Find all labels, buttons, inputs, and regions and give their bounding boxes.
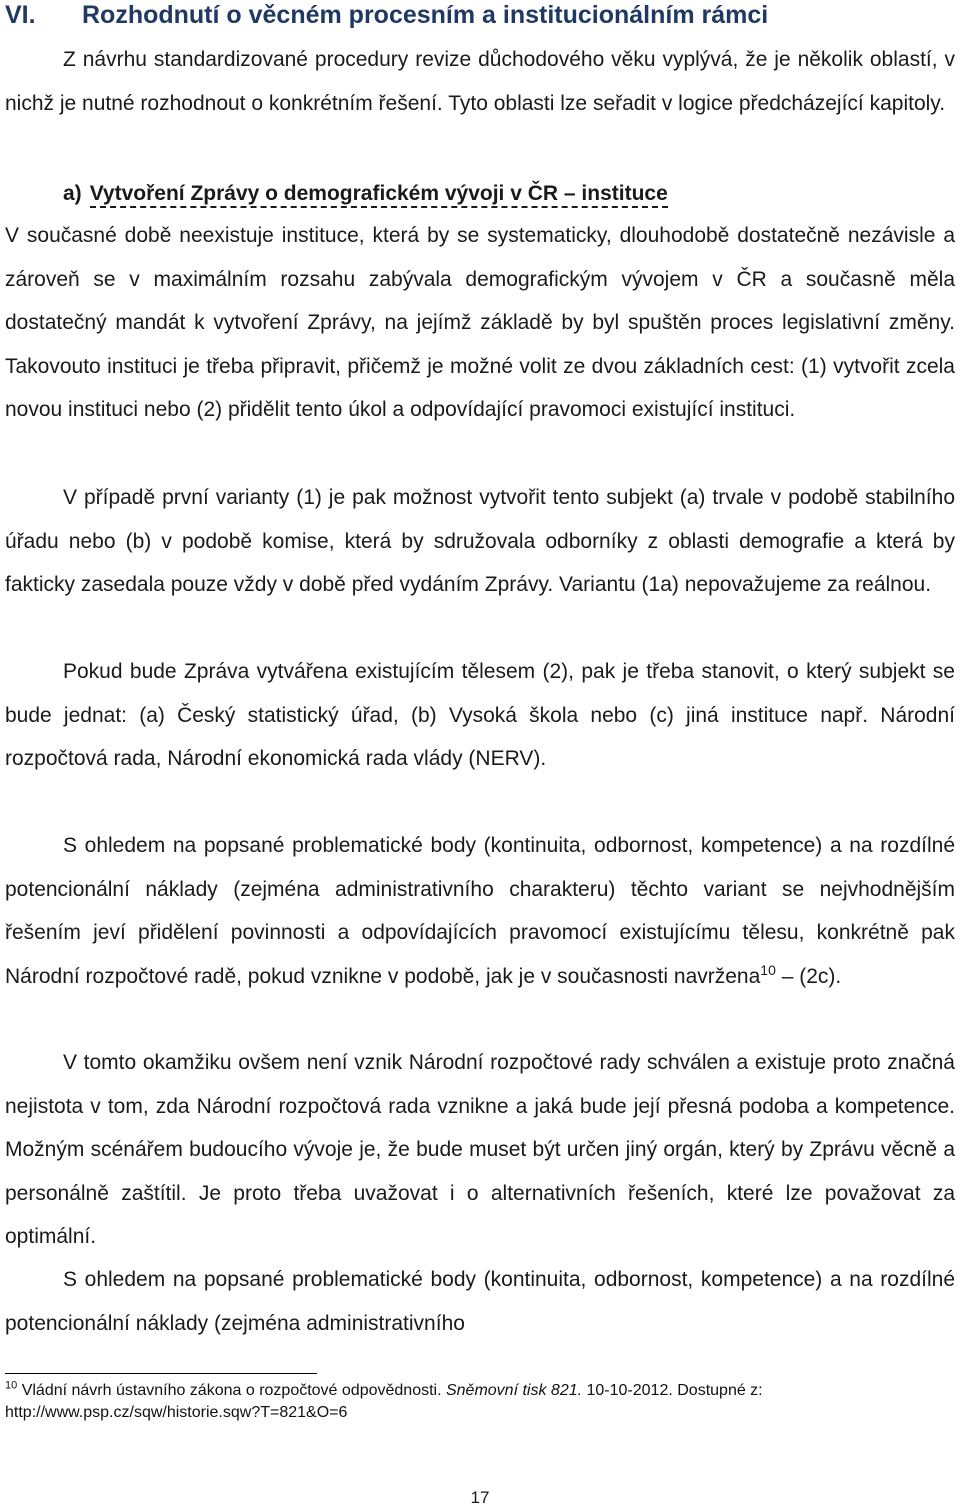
subsection-heading [63, 174, 668, 214]
paragraph-recommendation-end: – (2c). [775, 964, 842, 988]
chapter-title: Rozhodnutí o věcném procesním a institucionálním rámci [82, 1, 769, 29]
paragraph-variant-2: Pokud bude Zpráva vytvářena existujícím tělesem (2), pak je třeba stanovit, o který subjekt se bude jednat: (a) Český statistický úřad, (b) Vysoká škola nebo (c) jiná instituce např. Národní rozpočtová rada, Národní ekonomická rada vlády (NERV). [5, 660, 955, 771]
footnote-link-text: 10-10-2012. Dostupné z: http://www.psp.cz/sqw/historie.sqw?T=821&O=6 [5, 1382, 763, 1421]
intro-paragraph: Z návrhu standardizované procedury revize důchodového věku vyplývá, že je několik oblastí, v nichž je nutné rozhodnout o konkrétním řešení. Tyto oblasti lze seřadit v logice předcházející kapitoly. [5, 48, 955, 115]
subsection-title: Vytvoření Zprávy o demografickém vývoji v ČR – instituce [90, 182, 668, 208]
footnote-reference: 10 [760, 961, 776, 978]
chapter-heading [0, 0, 960, 34]
footnote-separator [5, 1373, 317, 1374]
footnote-italic-source: Sněmovní tisk 821. [445, 1382, 583, 1399]
footnote-number: 10 [5, 1379, 18, 1392]
paragraph-repeat: S ohledem na popsané problematické body (kontinuita, odbornost, kompetence) a na rozdílné potencionální náklady (zejména administrativního [5, 1268, 955, 1335]
footnote-text: Vládní návrh ústavního zákona o rozpočtové odpovědnosti. [17, 1382, 446, 1399]
paragraph-variant-1: V případě první varianty (1) je pak možnost vytvořit tento subjekt (a) trvale v podobě stabilního úřadu nebo (b) v podobě komise, která by sdružovala odborníky z oblasti demografie a která by fakticky zasedala pouze vždy v době před vydáním Zprávy. Variantu (1a) nepovažujeme za reálnou. [5, 486, 955, 597]
subsection-label: a) [63, 182, 82, 205]
paragraph-recommendation [5, 824, 955, 998]
page-number: 17 [470, 1488, 490, 1507]
footnote [5, 1380, 945, 1424]
paragraph-recommendation-text: S ohledem na popsané problematické body (kontinuita, odbornost, kompetence) a na rozdílné potencionální náklady (zejména administrativního charakteru) těchto variant se nejvhodnějším řešením jeví přidělení povinnosti a odpovídajících pravomocí existujícímu tělesu, konkrétně pak Národní rozpočtové radě, pokud vznikne v podobě, jak je v současnosti navržena [5, 834, 955, 988]
paragraph-institution: V současné době neexistuje instituce, která by se systematicky, dlouhodobě dostatečně nezávisle a zároveň se v maximálním rozsahu zabývala demografickým vývojem v ČR a současně měla dostatečný mandát k vytvoření Zprávy, na jejímž základě by byl spuštěn proces legislativní změny. Takovouto instituci je třeba připravit, přičemž je možné volit ze dvou základních cest: (1) vytvořit zcela novou instituci nebo (2) přidělit tento úkol a odpovídající pravomoci existující instituci. [5, 224, 955, 422]
paragraph-uncertainty: V tomto okamžiku ovšem není vznik Národní rozpočtové rady schválen a existuje proto značná nejistota v tom, zda Národní rozpočtová rada vznikne a jaká bude její přesná podoba a kompetence. Možným scénářem budoucího vývoje je, že bude muset být určen jiný orgán, který by Zprávu věcně a personálně zaštítil. Je proto třeba uvažovat i o alternativních řešeních, které lze považovat za optimální. [5, 1051, 955, 1249]
chapter-number: VI. [5, 1, 36, 29]
